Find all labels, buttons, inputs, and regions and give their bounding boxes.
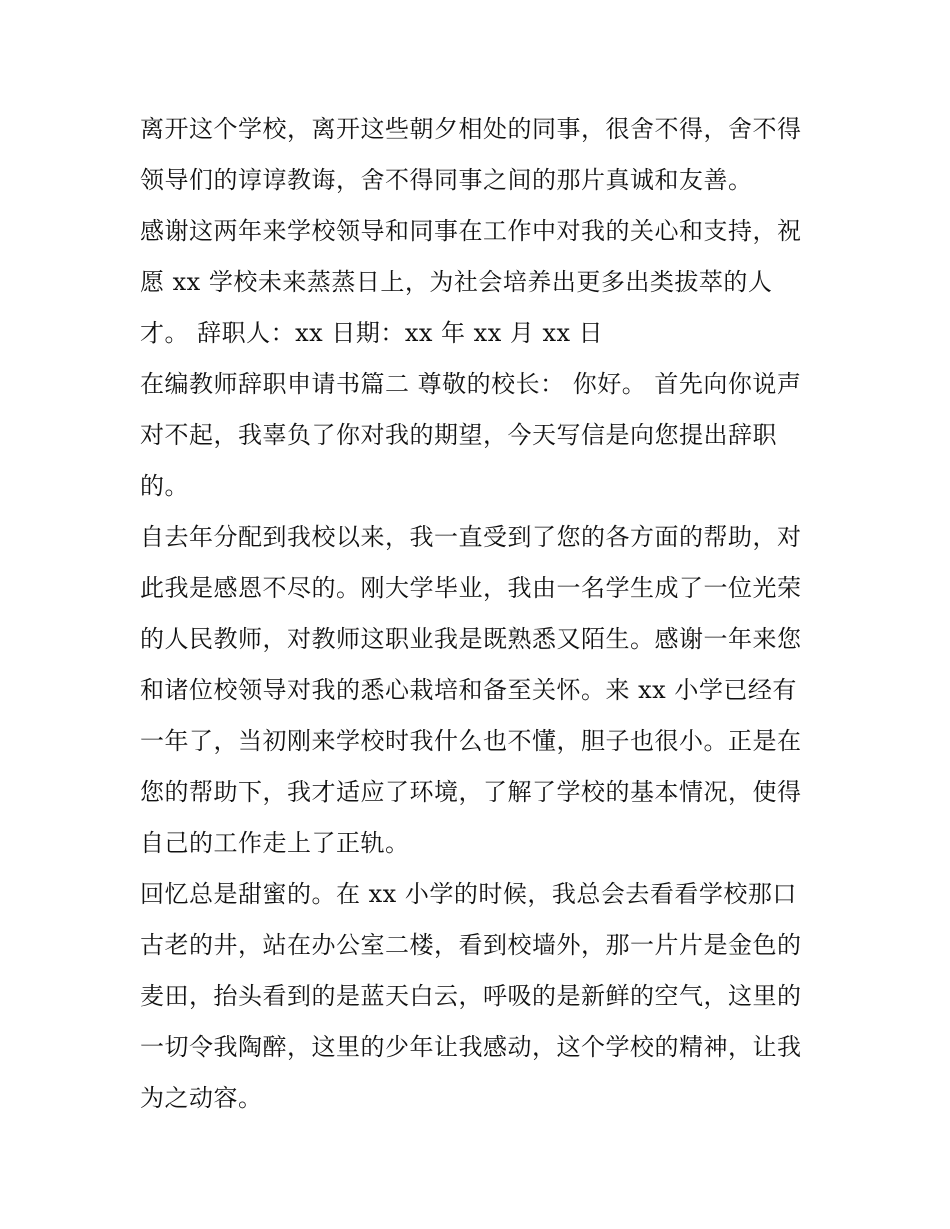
text-line: 古老的井，站在办公室二楼，看到校墙外，那一片片是金色的 bbox=[140, 931, 802, 959]
text-line: 的人民教师，对教师这职业我是既熟悉又陌生。感谢一年来您 bbox=[140, 625, 802, 653]
document-body bbox=[140, 104, 830, 1124]
text-line: 才。 辞职人：xx 日期：xx 年 xx 月 xx 日 bbox=[140, 319, 604, 347]
text-line: 您的帮助下，我才适应了环境，了解了学校的基本情况，使得 bbox=[140, 778, 802, 806]
text-line: 麦田，抬头看到的是蓝天白云，呼吸的是新鲜的空气，这里的 bbox=[140, 982, 802, 1010]
text-line: 为之动容。 bbox=[140, 1084, 263, 1112]
text-line: 回忆总是甜蜜的。在 xx 小学的时候，我总会去看看学校那口 bbox=[140, 880, 797, 908]
text-line: 感谢这两年来学校领导和同事在工作中对我的关心和支持，祝 bbox=[140, 217, 802, 245]
text-line: 离开这个学校，离开这些朝夕相处的同事，很舍不得，舍不得 bbox=[140, 115, 802, 143]
text-line: 一年了，当初刚来学校时我什么也不懂，胆子也很小。正是在 bbox=[140, 727, 802, 755]
text-line: 领导们的谆谆教诲，舍不得同事之间的那片真诚和友善。 bbox=[140, 166, 753, 194]
text-line: 的。 bbox=[140, 472, 189, 500]
text-line: 和诸位校领导对我的悉心栽培和备至关怀。来 xx 小学已经有 bbox=[140, 676, 797, 704]
text-line: 在编教师辞职申请书篇二 尊敬的校长： 你好。 首先向你说声 bbox=[140, 370, 802, 398]
text-line: 一切令我陶醉，这里的少年让我感动，这个学校的精神，让我 bbox=[140, 1033, 802, 1061]
text-line: 自己的工作走上了正轨。 bbox=[140, 829, 410, 857]
text-line: 自去年分配到我校以来，我一直受到了您的各方面的帮助，对 bbox=[140, 523, 802, 551]
text-line: 愿 xx 学校未来蒸蒸日上，为社会培养出更多出类拔萃的人 bbox=[140, 268, 773, 296]
text-line: 此我是感恩不尽的。刚大学毕业，我由一名学生成了一位光荣 bbox=[140, 574, 802, 602]
text-line: 对不起，我辜负了你对我的期望，今天写信是向您提出辞职 bbox=[140, 421, 777, 449]
